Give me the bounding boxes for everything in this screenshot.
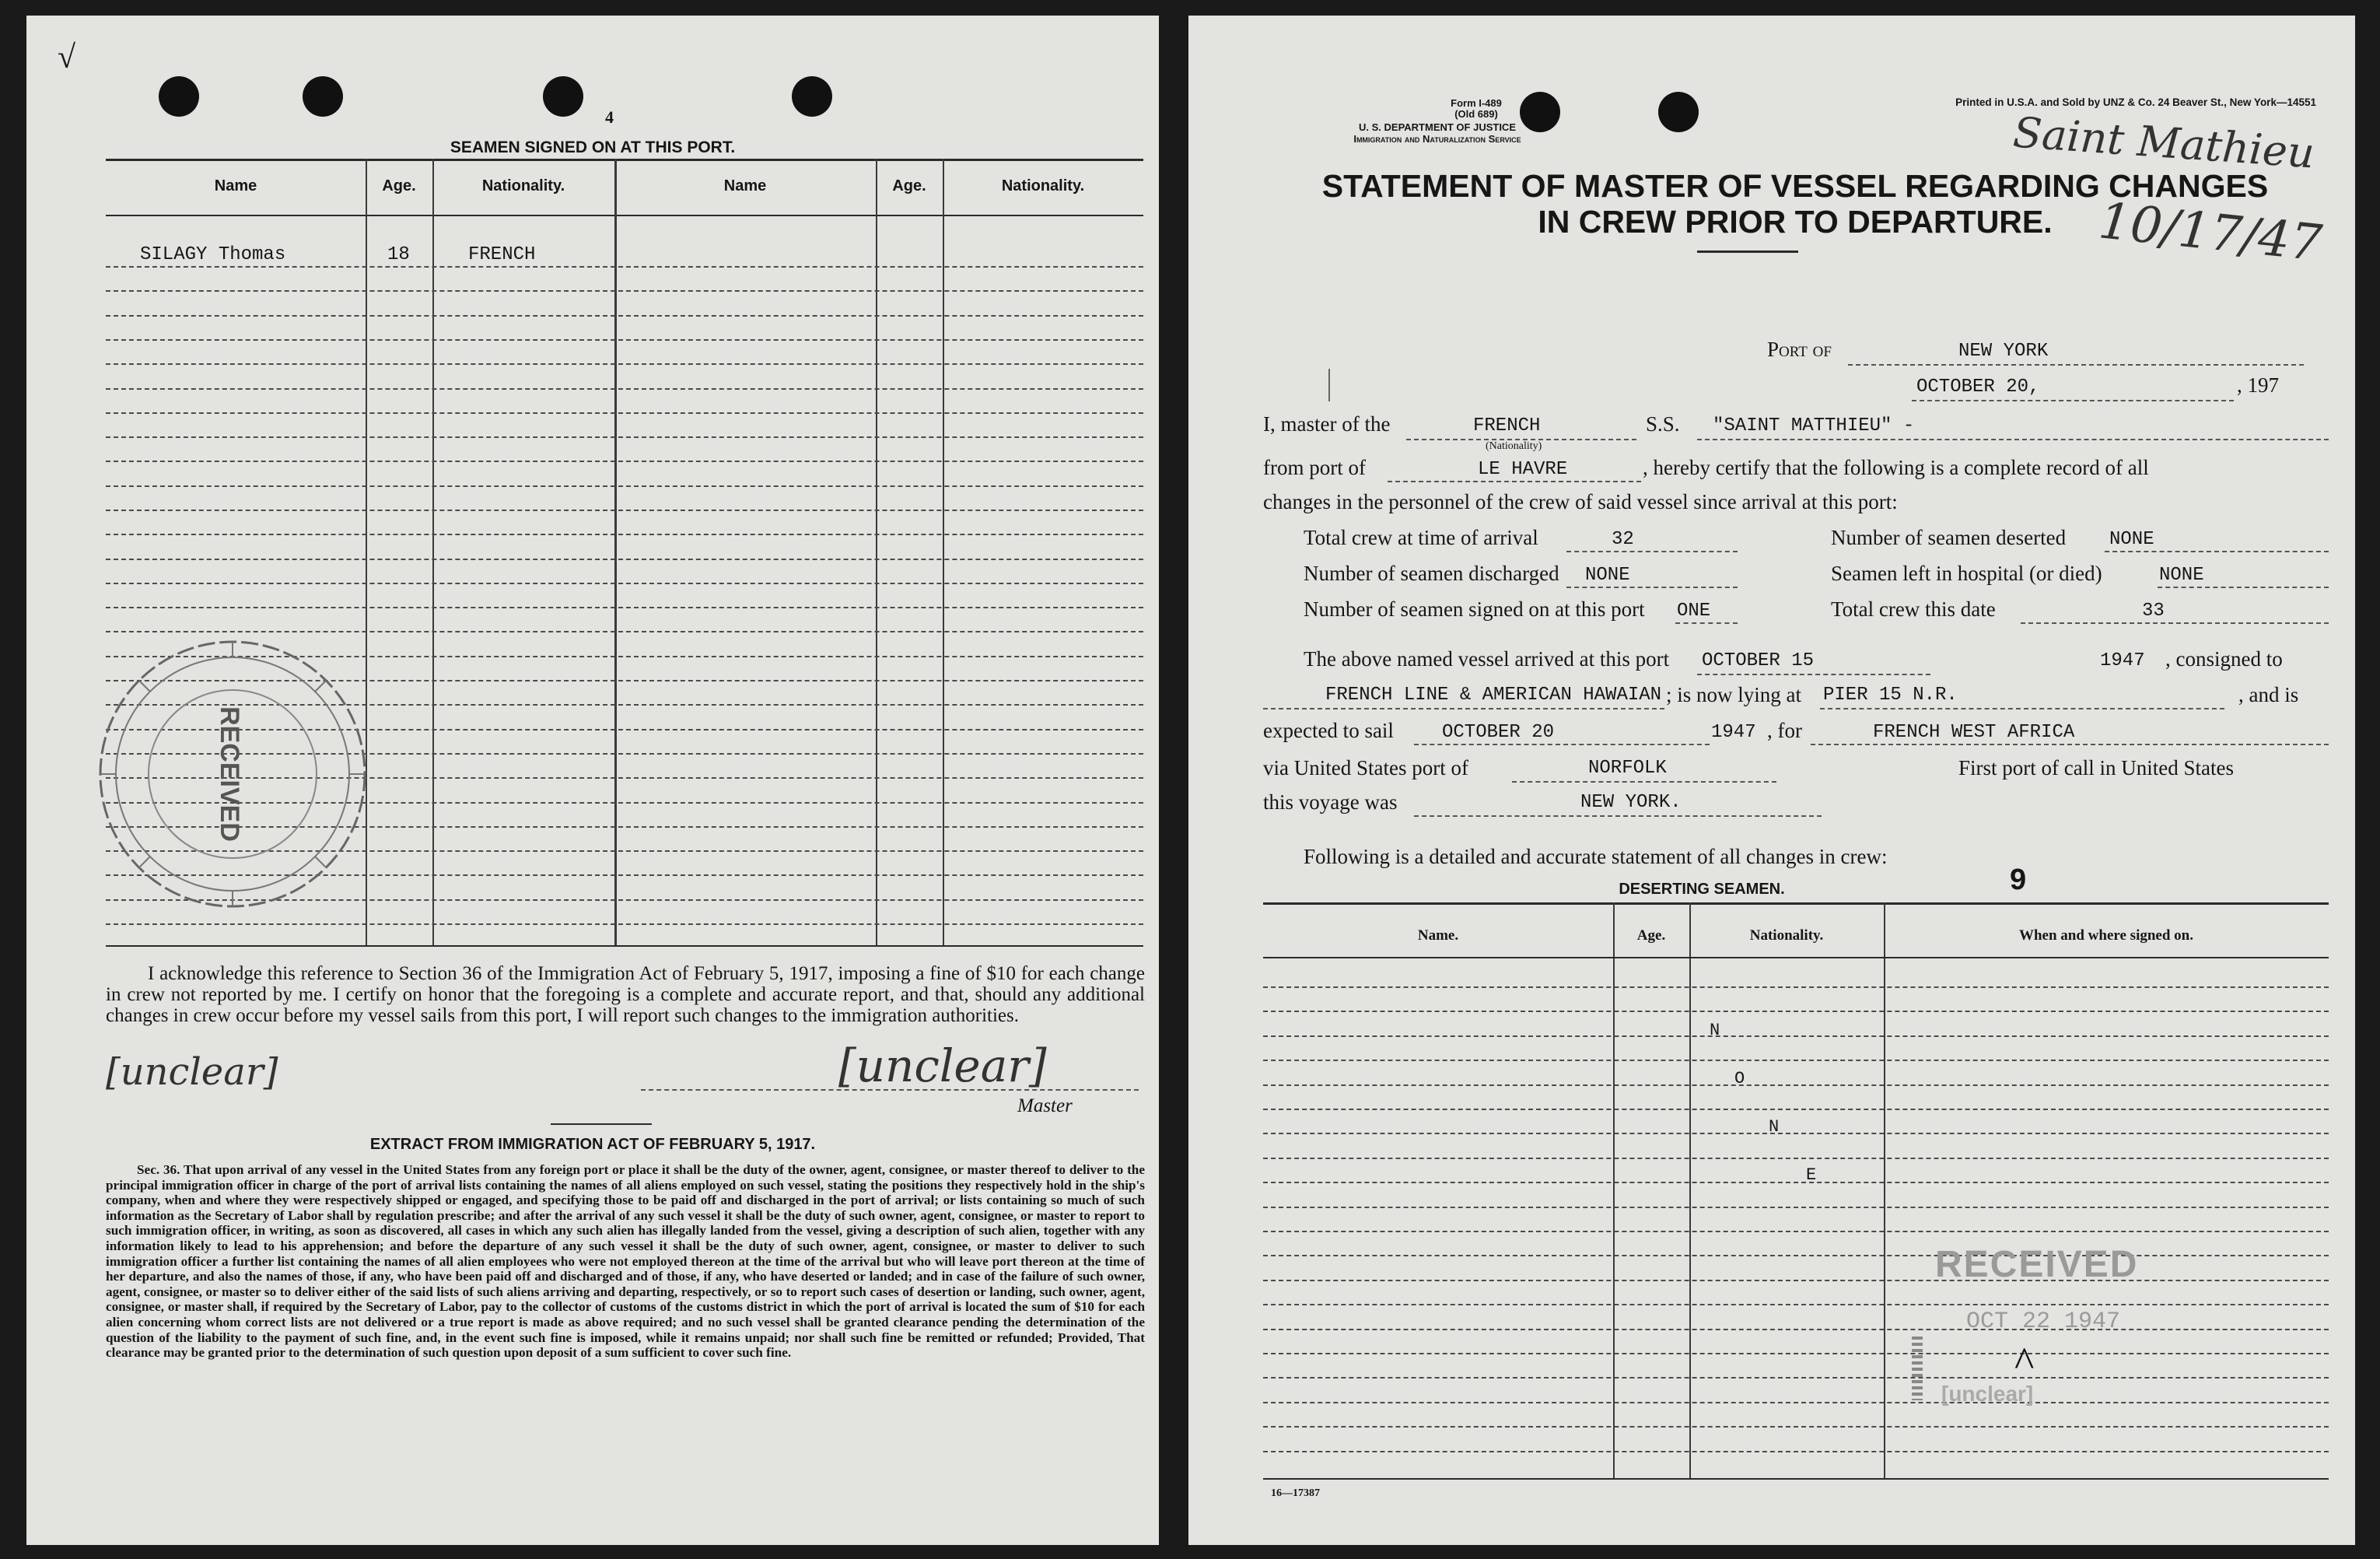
footer-code: 16—17387 <box>1271 1487 1320 1499</box>
from-port-value: LE HAVRE <box>1478 459 1568 480</box>
punch-hole <box>159 76 199 117</box>
ruled-line <box>106 583 1143 584</box>
column-header-nationality: Nationality. <box>1749 927 1824 944</box>
for-label: , for <box>1767 719 1802 742</box>
hospital-value: NONE <box>2159 565 2204 586</box>
ruled-line <box>1263 1451 2329 1452</box>
column-header-name: Name <box>214 177 257 194</box>
none-letter: O <box>1734 1069 1745 1088</box>
destination-value: FRENCH WEST AFRICA <box>1873 722 2075 743</box>
expected-value: OCTOBER 20 <box>1442 722 1555 743</box>
printer-note: Printed in U.S.A. and Sold by UNZ & Co. 24 Beaver St., New York—14551 <box>1955 96 2316 108</box>
ruled-line <box>106 315 1143 317</box>
ruled-line <box>1263 1158 2329 1159</box>
certify-text: , hereby certify that the following is a complete record of all <box>1643 456 2149 479</box>
department-name: U. S. DEPARTMENT OF JUSTICE <box>1359 121 1516 133</box>
deserting-table-bottom <box>1263 1478 2329 1480</box>
via-value: NORFOLK <box>1588 758 1667 779</box>
ruled-line <box>1263 1304 2329 1305</box>
form-number-block <box>1414 98 1538 120</box>
ruled-line <box>106 388 1143 390</box>
stamp-text: RECEIVED <box>215 706 244 842</box>
form-title <box>1266 168 2324 240</box>
following-text: Following is a detailed and accurate statement of all changes in crew: <box>1304 845 1888 868</box>
consigned-label: , consigned to <box>2165 647 2283 671</box>
page-number: 4 <box>605 107 614 127</box>
ruled-line <box>106 631 1143 632</box>
first-port-label: First port of call in United States <box>1958 756 2234 780</box>
title-line-2: IN CREW PRIOR TO DEPARTURE. <box>1538 204 2053 240</box>
ruled-line <box>1263 1377 2329 1379</box>
table-top-rule <box>106 159 1143 161</box>
table-header-rule <box>106 215 1143 216</box>
ruled-line <box>1263 1084 2329 1086</box>
ruled-line <box>106 363 1143 365</box>
ruled-line <box>106 290 1143 292</box>
ruled-line <box>1263 1182 2329 1183</box>
arrived-value: OCTOBER 15 <box>1702 650 1815 671</box>
nationality-value: FRENCH <box>1473 415 1541 436</box>
column-header-name: Name. <box>1417 927 1459 944</box>
ruled-line <box>1263 1402 2329 1403</box>
nationality-caption: (Nationality) <box>1486 440 1542 452</box>
total-crew-field-line <box>1566 551 1738 552</box>
total-date-label: Total crew this date <box>1831 597 1996 621</box>
ruled-line <box>1263 1011 2329 1012</box>
initials: [unclear] <box>106 1050 278 1094</box>
punch-hole <box>543 76 583 117</box>
row-name: SILAGY Thomas <box>140 244 286 265</box>
column-header-name: Name <box>723 177 767 194</box>
voyage-field-line <box>1414 815 1822 817</box>
column-header-nationality: Nationality. <box>1001 177 1085 194</box>
ruled-line <box>106 607 1143 608</box>
column-header-nationality: Nationality. <box>481 177 565 194</box>
right-page <box>1188 16 2355 1545</box>
from-port-field-line <box>1388 481 1641 482</box>
handwritten-date: 10/17/47 <box>2095 192 2325 273</box>
and-is-text: , and is <box>2238 683 2299 706</box>
deserted-label: Number of seamen deserted <box>1831 526 2067 549</box>
master-signature: [unclear] <box>838 1039 1047 1092</box>
section-title: SEAMEN SIGNED ON AT THIS PORT. <box>450 138 736 156</box>
acknowledgement-paragraph: I acknowledge this reference to Section 36 of the Immigration Act of February 5, 1917, imposing a fine of $10 for each change in crew not reported by me. I certify on honor that the foregoing is a complete and accurate report, and that, should any additional changes in crew occur before my vessel sails from this port, I will report such changes to the immigration authorities. <box>106 963 1145 1026</box>
ruled-line <box>106 436 1143 438</box>
via-field-line <box>1512 781 1776 783</box>
column-header-age: Age. <box>382 177 416 194</box>
port-field-line <box>1848 364 2304 366</box>
ruled-line <box>1263 1231 2329 1232</box>
punch-hole <box>303 76 343 117</box>
ruled-line <box>106 266 1143 268</box>
ruled-line <box>106 534 1143 535</box>
stray-mark <box>1328 369 1330 401</box>
date-value: OCTOBER 20, <box>1916 377 2040 398</box>
punch-hole <box>1658 92 1699 132</box>
deserted-value: NONE <box>2109 529 2154 550</box>
total-date-value: 33 <box>2142 601 2165 622</box>
handwritten-ship-name: Saint Mathieu <box>2011 107 2316 178</box>
ruled-line <box>106 559 1143 560</box>
department-block <box>1282 121 1593 145</box>
received-stamp-date: OCT 22 1947 <box>1966 1309 2121 1335</box>
arrived-field-line <box>1697 674 1930 675</box>
ruled-line <box>1263 1426 2329 1428</box>
discharged-label: Number of seamen discharged <box>1304 562 1559 585</box>
year-prefix: , 197 <box>2237 373 2279 397</box>
column-divider <box>1689 902 1691 1478</box>
voyage-value: NEW YORK. <box>1580 792 1682 813</box>
consignee-field-line <box>1263 708 1664 709</box>
none-letter: N <box>1769 1117 1780 1137</box>
ruled-line <box>106 923 1143 925</box>
expected-year: 1947 <box>1711 722 1756 743</box>
destination-field-line <box>1811 744 2329 745</box>
expected-label: expected to sail <box>1263 719 1394 742</box>
hospital-label: Seamen left in hospital (or died) <box>1831 562 2102 585</box>
lying-label: ; is now lying at <box>1666 683 1801 706</box>
column-header-age: Age. <box>1636 927 1666 944</box>
column-divider <box>1613 902 1615 1478</box>
punch-hole <box>792 76 832 117</box>
discharged-value: NONE <box>1585 565 1630 586</box>
none-letter: E <box>1806 1165 1817 1185</box>
ruled-line <box>1263 1133 2329 1134</box>
column-header-signed-on: When and where signed on. <box>2018 927 2193 944</box>
signed-on-label: Number of seamen signed on at this port <box>1304 597 1645 621</box>
received-stamp <box>96 638 369 910</box>
ruled-line <box>1263 1329 2329 1330</box>
ruled-line <box>1263 986 2329 988</box>
ruled-line <box>106 412 1143 414</box>
ruled-line <box>106 485 1143 487</box>
hospital-field-line <box>2158 587 2329 588</box>
stamp-smudge <box>1912 1337 1923 1400</box>
from-port-label: from port of <box>1263 456 1366 479</box>
ruled-line <box>1263 1060 2329 1061</box>
row-nationality: FRENCH <box>468 244 536 265</box>
total-date-field-line <box>2021 622 2329 624</box>
deserting-table-top <box>1263 902 2329 905</box>
ruled-line <box>106 339 1143 341</box>
signature-caption: Master <box>1017 1095 1073 1116</box>
divider <box>551 1123 652 1125</box>
ruled-line <box>1263 1035 2329 1037</box>
changes-text: changes in the personnel of the crew of said vessel since arrival at this port: <box>1263 490 1898 513</box>
ruled-line <box>1263 1353 2329 1354</box>
extract-text: Sec. 36. That upon arrival of any vessel in the United States from any foreign port or place it shall be the duty of the owner, agent, consignee, or master thereof to deliver to the principal immigration officer in charge of the port of arrival lists containing the names of all aliens employed on such vessel, stating the positions they respectively hold in the ship's company, when and where they were respectively shipped or engaged, and specifying those to be paid off and discharged in the port of arrival; or lists containing so much of such information as the Secretary of Labor shall by regulation prescribe; and after the arrival of any such vessel it shall be the duty of such owner, agent, consignee, or master to report to such immigration officer, in writing, as soon as discovered, all cases in which any such alien has illegally landed from the vessel, giving a description of such alien, together with any information likely to lead to his apprehension; and before the departure of any such vessel it shall be the duty of such owner, agent, consignee, or master to deliver to such immigration officer a further list containing the names of all alien employees who were not employed thereon at the time of the arrival but who will leave port thereon at the time of her departure, and also the names of those, if any, who have been paid off and discharged and of those, if any, who have deserted or landed; and in case of the failure of such owner, agent, consignee, or master so to deliver either of the said lists of such aliens arriving and departing, respectively, or so to report such cases of desertion or landing, such owner, agent, consignee, or master shall, if required by the Secretary of Labor, pay to the collector of customs of the customs district in which the port of arrival is located the sum of $10 for each alien concerning whom correct lists are not delivered or a true report is made as above required; and no such vessel shall be granted clearance pending the determination of the question of the liability to the payment of such fine, and, in the event such fine is imposed, while it remains unpaid; nor shall such fine be remitted or refunded; Provided, That clearance may be granted prior to the determination of such question upon deposit of a sum sufficient to cover such fine. <box>106 1162 1145 1361</box>
column-header-age: Age. <box>892 177 926 194</box>
signed-on-field-line <box>1675 622 1738 624</box>
total-crew-value: 32 <box>1612 529 1634 550</box>
total-crew-label: Total crew at time of arrival <box>1304 526 1538 549</box>
ship-field-line <box>1697 439 2329 440</box>
ruled-line <box>106 510 1143 511</box>
lying-field-line <box>1820 708 2224 709</box>
arrived-label: The above named vessel arrived at this port <box>1304 647 1670 671</box>
deserting-title: DESERTING SEAMEN. <box>1619 881 1785 898</box>
discharged-field-line <box>1566 587 1738 588</box>
left-page <box>26 16 1159 1545</box>
expected-field-line <box>1414 744 1710 745</box>
column-divider <box>1884 902 1885 1478</box>
ship-value: "SAINT MATTHIEU" - <box>1713 415 1915 436</box>
check-mark: √ <box>58 40 76 75</box>
received-stamp-bottom: [unclear] <box>1941 1382 2034 1406</box>
date-field-line <box>1912 400 2234 401</box>
port-value: NEW YORK <box>1958 341 2049 362</box>
deserting-header-rule <box>1263 957 2329 958</box>
consignee-value: FRENCH LINE & AMERICAN HAWAIAN <box>1325 685 1662 706</box>
lying-value: PIER 15 N.R. <box>1823 685 1958 706</box>
ruled-line <box>1263 1207 2329 1208</box>
ruled-line <box>106 461 1143 462</box>
via-label: via United States port of <box>1263 756 1468 780</box>
form-old-number: (Old 689) <box>1454 108 1498 120</box>
port-label: Port of <box>1767 338 1832 361</box>
ruled-line <box>1263 1280 2329 1281</box>
signature-line <box>641 1089 1139 1091</box>
deserting-number: 9 <box>2010 864 2027 896</box>
title-underline <box>1697 250 1798 253</box>
extract-title: EXTRACT FROM IMMIGRATION ACT OF FEBRUARY 5, 1917. <box>369 1136 816 1153</box>
deserted-field-line <box>2105 551 2329 552</box>
ruled-line <box>1263 1255 2329 1256</box>
master-label: I, master of the <box>1263 412 1391 436</box>
ruled-line <box>1263 1109 2329 1110</box>
stamp-arrow-mark: ^ <box>2014 1339 2035 1386</box>
ss-label: S.S. <box>1646 412 1680 436</box>
service-name: Immigration and Naturalization Service <box>1353 133 1521 145</box>
none-letter: N <box>1710 1021 1720 1040</box>
voyage-label: this voyage was <box>1263 790 1398 814</box>
signed-on-value: ONE <box>1677 601 1711 622</box>
form-number: Form I-489 <box>1451 97 1502 109</box>
arrived-year: 1947 <box>2100 650 2145 671</box>
table-bottom-rule <box>106 945 1143 947</box>
row-age: 18 <box>387 244 410 265</box>
received-stamp-text: RECEIVED <box>1935 1244 2139 1285</box>
title-line-1: STATEMENT OF MASTER OF VESSEL REGARDING CHANGES <box>1321 168 2269 204</box>
